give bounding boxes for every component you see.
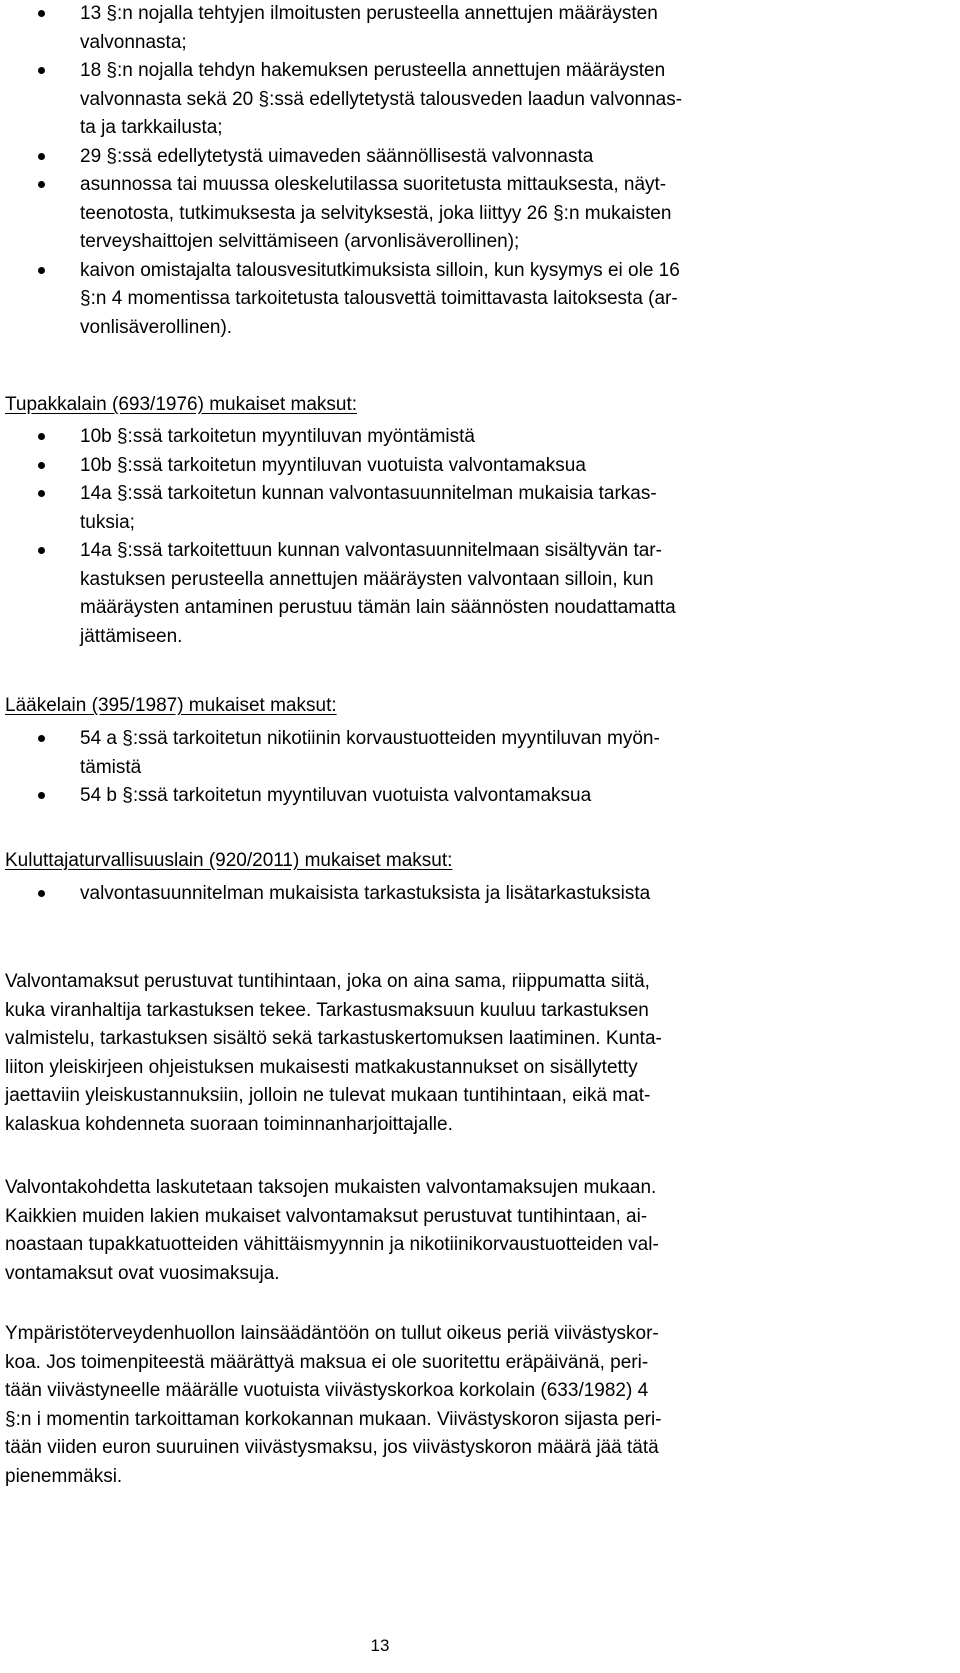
paragraph-valvontamaksut: Valvontamaksut perustuvat tuntihintaan, joka on aina sama, riippumatta siitä, kuka viranhaltija tarkastuksen tekee. Tarkastusmaksuun kuuluu tarkastuksen valmistelu, tarkastuksen sisältö sekä tarkastuskertomuksen laatiminen. Kunta- liiton yleiskirjeen ohjeistuksen mukaisesti matkakustannukset on sisällytetty jaettaviin yleiskustannuksiin, jolloin ne tulevat mukaan tuntihintaan, eikä mat- kalaskua kohdenneta suoraan toiminnanharjoittajalle. bbox=[5, 971, 662, 1135]
section-heading-tupakkalaki: Tupakkalain (693/1976) mukaiset maksut: bbox=[5, 394, 358, 415]
section-heading-laakelaki: Lääkelain (395/1987) mukaiset maksut: bbox=[5, 695, 337, 716]
fee-list-terveydensuojelulaki bbox=[0, 0, 930, 342]
fee-list-kuluttajaturvallisuuslaki bbox=[0, 880, 930, 909]
list-item: 54 a §:ssä tarkoitetun nikotiinin korvaustuotteiden myyntiluvan myön- tämistä bbox=[0, 725, 930, 782]
list-item: 29 §:ssä edellytetystä uimaveden säännöllisestä valvonnasta bbox=[0, 143, 930, 172]
list-item: 10b §:ssä tarkoitetun myyntiluvan vuotuista valvontamaksua bbox=[0, 452, 930, 481]
list-item: 13 §:n nojalla tehtyjen ilmoitusten perusteella annettujen määräysten valvonnasta; bbox=[0, 0, 930, 57]
list-item: valvontasuunnitelman mukaisista tarkastuksista ja lisätarkastuksista bbox=[0, 880, 930, 909]
paragraph-viivastyskorko: Ympäristöterveydenhuollon lainsäädäntöön on tullut oikeus periä viivästyskor- koa. Jos toimenpiteestä määrättyä maksua ei ole suoritettu eräpäivänä, peri- tään viivästyneelle määrälle vuotuista viivästyskorkoa korkolain (633/1982) 4 §:n i momentin tarkoittaman korkokannan mukaan. Viivästyskoron sijasta peri- tään viiden euron suuruinen viivästysmaksu, jos viivästyskoron määrä jää tätä pienemmäksi. bbox=[5, 1323, 662, 1487]
list-item: 14a §:ssä tarkoitetun kunnan valvontasuunnitelman mukaisia tarkas- tuksia; bbox=[0, 480, 930, 537]
list-item: 14a §:ssä tarkoitettuun kunnan valvontasuunnitelmaan sisältyvän tar- kastuksen perusteella annettujen määräysten valvontaan silloin, kun määräysten antaminen perustuu tämän lain säännösten noudattamatta jättämiseen. bbox=[0, 537, 930, 651]
list-item: 18 §:n nojalla tehdyn hakemuksen perusteella annettujen määräysten valvonnasta sekä 20 §:ssä edellytetystä talousveden laadun valvonnas- ta ja tarkkailusta; bbox=[0, 57, 930, 143]
fee-list-tupakkalaki bbox=[0, 423, 930, 651]
section-heading-kuluttajaturvallisuuslaki: Kuluttajaturvallisuuslain (920/2011) mukaiset maksut: bbox=[5, 850, 453, 871]
list-item: 54 b §:ssä tarkoitetun myyntiluvan vuotuista valvontamaksua bbox=[0, 782, 930, 811]
list-item: 10b §:ssä tarkoitetun myyntiluvan myöntämistä bbox=[0, 423, 930, 452]
page-number: 13 bbox=[370, 1636, 390, 1655]
fee-list-laakelaki bbox=[0, 725, 930, 811]
list-item: asunnossa tai muussa oleskelutilassa suoritetusta mittauksesta, näyt- teenotosta, tutkimuksesta ja selvityksestä, joka liittyy 26 §:n mukaisten terveyshaittojen selvittämiseen (arvonlisäverollinen); bbox=[0, 171, 930, 257]
paragraph-laskutus: Valvontakohdetta laskutetaan taksojen mukaisten valvontamaksujen mukaan. Kaikkien muiden lakien mukaiset valvontamaksut perustuvat tuntihintaan, ai- noastaan tupakkatuotteiden vähittäismyynnin ja nikotiinikorvaustuotteiden val- vontamaksut ovat vuosimaksuja. bbox=[5, 1177, 659, 1284]
list-item: kaivon omistajalta talousvesitutkimuksista silloin, kun kysymys ei ole 16 §:n 4 momentissa tarkoitetusta talousvettä toimittavasta laitoksesta (ar- vonlisäverollinen). bbox=[0, 257, 930, 343]
